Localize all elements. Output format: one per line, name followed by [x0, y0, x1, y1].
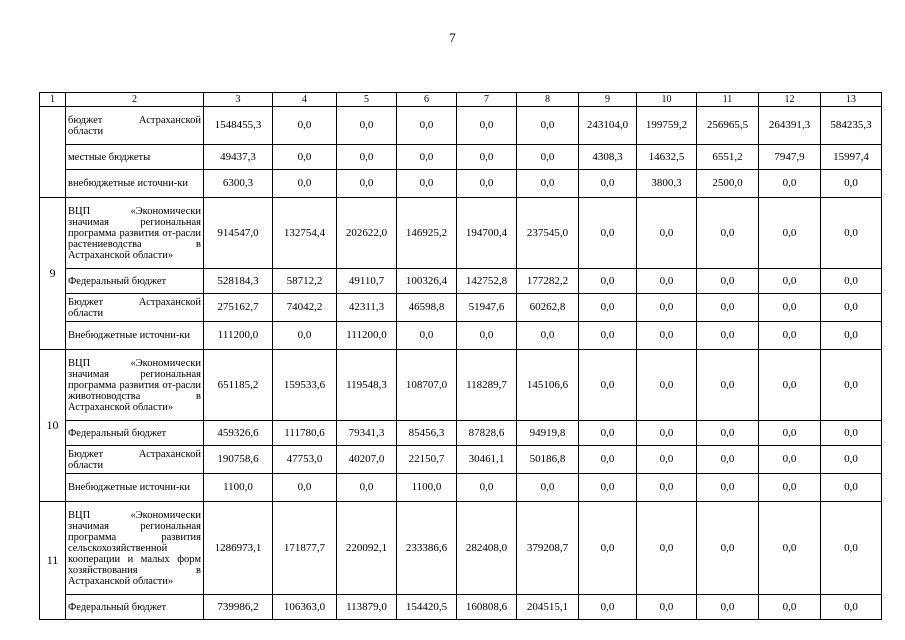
value-cell: 0,0	[579, 474, 637, 502]
source-name-cell: ВЦП «Экономически значимая региональная программа развития сельскохозяйственной кооперации и малых форм хозяйствования в Астраханской области»	[66, 502, 204, 595]
value-cell: 85456,3	[397, 421, 457, 446]
value-cell: 0,0	[759, 595, 821, 620]
value-cell: 0,0	[637, 198, 697, 269]
value-cell: 202622,0	[337, 198, 397, 269]
value-cell: 204515,1	[517, 595, 579, 620]
row-number-cell: 10	[40, 350, 66, 502]
value-cell: 243104,0	[579, 107, 637, 145]
source-name-cell: ВЦП «Экономически значимая региональная программа развития от-расли растениеводства в Астраханской области»	[66, 198, 204, 269]
value-cell: 256965,5	[697, 107, 759, 145]
value-cell: 0,0	[697, 474, 759, 502]
value-cell: 4308,3	[579, 145, 637, 170]
value-cell: 282408,0	[457, 502, 517, 595]
value-cell: 0,0	[697, 595, 759, 620]
value-cell: 0,0	[697, 198, 759, 269]
value-cell: 0,0	[337, 145, 397, 170]
header-cell: 2	[66, 93, 204, 107]
value-cell: 0,0	[759, 170, 821, 198]
value-cell: 0,0	[579, 350, 637, 421]
table-row	[40, 595, 882, 620]
value-cell: 0,0	[821, 502, 882, 595]
budget-table	[39, 92, 882, 620]
source-name-cell: Федеральный бюджет	[66, 595, 204, 620]
value-cell: 0,0	[637, 446, 697, 474]
value-cell: 7947,9	[759, 145, 821, 170]
value-cell: 0,0	[697, 421, 759, 446]
value-cell: 0,0	[759, 322, 821, 350]
value-cell: 0,0	[697, 350, 759, 421]
value-cell: 0,0	[759, 198, 821, 269]
table-row	[40, 474, 882, 502]
value-cell: 0,0	[637, 474, 697, 502]
table-row	[40, 502, 882, 595]
value-cell: 199759,2	[637, 107, 697, 145]
value-cell: 0,0	[821, 294, 882, 322]
value-cell: 0,0	[397, 145, 457, 170]
value-cell: 0,0	[821, 446, 882, 474]
value-cell: 0,0	[579, 294, 637, 322]
value-cell: 118289,7	[457, 350, 517, 421]
value-cell: 0,0	[457, 322, 517, 350]
value-cell: 0,0	[759, 269, 821, 294]
value-cell: 1548455,3	[204, 107, 273, 145]
value-cell: 0,0	[579, 595, 637, 620]
value-cell: 113879,0	[337, 595, 397, 620]
value-cell: 79341,3	[337, 421, 397, 446]
value-cell: 0,0	[457, 107, 517, 145]
value-cell: 379208,7	[517, 502, 579, 595]
value-cell: 0,0	[337, 474, 397, 502]
table-row	[40, 198, 882, 269]
value-cell: 40207,0	[337, 446, 397, 474]
value-cell: 100326,4	[397, 269, 457, 294]
value-cell: 49110,7	[337, 269, 397, 294]
header-cell: 5	[337, 93, 397, 107]
value-cell: 0,0	[579, 322, 637, 350]
value-cell: 1286973,1	[204, 502, 273, 595]
value-cell: 0,0	[697, 502, 759, 595]
value-cell: 42311,3	[337, 294, 397, 322]
table-row	[40, 446, 882, 474]
table-row	[40, 322, 882, 350]
table-row	[40, 421, 882, 446]
source-name-cell: ВЦП «Экономически значимая региональная программа развития от-расли животноводства в Астраханской области»	[66, 350, 204, 421]
value-cell: 0,0	[697, 322, 759, 350]
value-cell: 0,0	[337, 107, 397, 145]
source-name-cell: Внебюджетные источни-ки	[66, 474, 204, 502]
value-cell: 177282,2	[517, 269, 579, 294]
value-cell: 0,0	[637, 595, 697, 620]
row-number-cell: 9	[40, 198, 66, 350]
value-cell: 0,0	[517, 145, 579, 170]
header-row	[40, 93, 882, 107]
value-cell: 0,0	[517, 107, 579, 145]
value-cell: 0,0	[821, 350, 882, 421]
value-cell: 0,0	[821, 322, 882, 350]
value-cell: 50186,8	[517, 446, 579, 474]
value-cell: 0,0	[759, 294, 821, 322]
value-cell: 46598,8	[397, 294, 457, 322]
value-cell: 74042,2	[273, 294, 337, 322]
value-cell: 111780,6	[273, 421, 337, 446]
source-name-cell: местные бюджеты	[66, 145, 204, 170]
value-cell: 47753,0	[273, 446, 337, 474]
value-cell: 0,0	[517, 170, 579, 198]
header-cell: 4	[273, 93, 337, 107]
value-cell: 154420,5	[397, 595, 457, 620]
source-name-cell: Федеральный бюджет	[66, 269, 204, 294]
value-cell: 119548,3	[337, 350, 397, 421]
table-row	[40, 350, 882, 421]
table-row	[40, 269, 882, 294]
header-cell: 8	[517, 93, 579, 107]
header-cell: 1	[40, 93, 66, 107]
value-cell: 145106,6	[517, 350, 579, 421]
value-cell: 0,0	[273, 170, 337, 198]
value-cell: 106363,0	[273, 595, 337, 620]
value-cell: 0,0	[517, 322, 579, 350]
value-cell: 528184,3	[204, 269, 273, 294]
value-cell: 0,0	[821, 269, 882, 294]
value-cell: 0,0	[579, 170, 637, 198]
source-name-cell: Федеральный бюджет	[66, 421, 204, 446]
header-cell: 9	[579, 93, 637, 107]
value-cell: 2500,0	[697, 170, 759, 198]
value-cell: 0,0	[759, 474, 821, 502]
source-name-cell: Бюджет Астраханской области	[66, 294, 204, 322]
value-cell: 0,0	[821, 198, 882, 269]
table-row	[40, 107, 882, 145]
value-cell: 0,0	[637, 322, 697, 350]
value-cell: 0,0	[273, 107, 337, 145]
value-cell: 0,0	[579, 446, 637, 474]
value-cell: 739986,2	[204, 595, 273, 620]
value-cell: 0,0	[821, 595, 882, 620]
source-name-cell: бюджет Астраханской области	[66, 107, 204, 145]
header-cell: 3	[204, 93, 273, 107]
value-cell: 0,0	[759, 502, 821, 595]
value-cell: 459326,6	[204, 421, 273, 446]
value-cell: 0,0	[637, 294, 697, 322]
header-cell: 7	[457, 93, 517, 107]
value-cell: 0,0	[821, 474, 882, 502]
value-cell: 190758,6	[204, 446, 273, 474]
value-cell: 0,0	[457, 170, 517, 198]
value-cell: 584235,3	[821, 107, 882, 145]
value-cell: 0,0	[759, 421, 821, 446]
value-cell: 6551,2	[697, 145, 759, 170]
value-cell: 159533,6	[273, 350, 337, 421]
value-cell: 0,0	[579, 198, 637, 269]
source-name-cell: Бюджет Астраханской области	[66, 446, 204, 474]
source-name-cell: Внебюджетные источни-ки	[66, 322, 204, 350]
value-cell: 194700,4	[457, 198, 517, 269]
value-cell: 233386,6	[397, 502, 457, 595]
value-cell: 22150,7	[397, 446, 457, 474]
page-number: 7	[449, 30, 456, 45]
value-cell: 94919,8	[517, 421, 579, 446]
value-cell: 0,0	[759, 350, 821, 421]
value-cell: 108707,0	[397, 350, 457, 421]
value-cell: 264391,3	[759, 107, 821, 145]
value-cell: 0,0	[697, 269, 759, 294]
value-cell: 0,0	[397, 322, 457, 350]
value-cell: 111200,0	[337, 322, 397, 350]
value-cell: 0,0	[273, 474, 337, 502]
table-row	[40, 145, 882, 170]
value-cell: 0,0	[637, 421, 697, 446]
value-cell: 111200,0	[204, 322, 273, 350]
value-cell: 220092,1	[337, 502, 397, 595]
value-cell: 0,0	[397, 170, 457, 198]
value-cell: 0,0	[457, 145, 517, 170]
value-cell: 0,0	[517, 474, 579, 502]
value-cell: 51947,6	[457, 294, 517, 322]
header-cell: 12	[759, 93, 821, 107]
value-cell: 58712,2	[273, 269, 337, 294]
value-cell: 0,0	[337, 170, 397, 198]
value-cell: 0,0	[273, 322, 337, 350]
value-cell: 3800,3	[637, 170, 697, 198]
value-cell: 60262,8	[517, 294, 579, 322]
value-cell: 49437,3	[204, 145, 273, 170]
header-cell: 11	[697, 93, 759, 107]
value-cell: 0,0	[637, 502, 697, 595]
value-cell: 15997,4	[821, 145, 882, 170]
value-cell: 0,0	[579, 269, 637, 294]
value-cell: 0,0	[637, 350, 697, 421]
value-cell: 0,0	[821, 421, 882, 446]
value-cell: 0,0	[579, 502, 637, 595]
value-cell: 651185,2	[204, 350, 273, 421]
row-number-cell	[40, 107, 66, 198]
value-cell: 0,0	[579, 421, 637, 446]
value-cell: 1100,0	[397, 474, 457, 502]
row-number-cell: 11	[40, 502, 66, 620]
value-cell: 237545,0	[517, 198, 579, 269]
value-cell: 0,0	[457, 474, 517, 502]
value-cell: 914547,0	[204, 198, 273, 269]
value-cell: 0,0	[697, 294, 759, 322]
value-cell: 30461,1	[457, 446, 517, 474]
value-cell: 0,0	[759, 446, 821, 474]
header-cell: 13	[821, 93, 882, 107]
header-cell: 10	[637, 93, 697, 107]
value-cell: 275162,7	[204, 294, 273, 322]
header-cell: 6	[397, 93, 457, 107]
value-cell: 0,0	[697, 446, 759, 474]
value-cell: 0,0	[397, 107, 457, 145]
value-cell: 6300,3	[204, 170, 273, 198]
table-row	[40, 170, 882, 198]
value-cell: 14632,5	[637, 145, 697, 170]
value-cell: 146925,2	[397, 198, 457, 269]
value-cell: 1100,0	[204, 474, 273, 502]
value-cell: 0,0	[821, 170, 882, 198]
value-cell: 0,0	[273, 145, 337, 170]
value-cell: 171877,7	[273, 502, 337, 595]
source-name-cell: внебюджетные источни-ки	[66, 170, 204, 198]
value-cell: 132754,4	[273, 198, 337, 269]
value-cell: 0,0	[637, 269, 697, 294]
value-cell: 87828,6	[457, 421, 517, 446]
value-cell: 160808,6	[457, 595, 517, 620]
table-row	[40, 294, 882, 322]
value-cell: 142752,8	[457, 269, 517, 294]
